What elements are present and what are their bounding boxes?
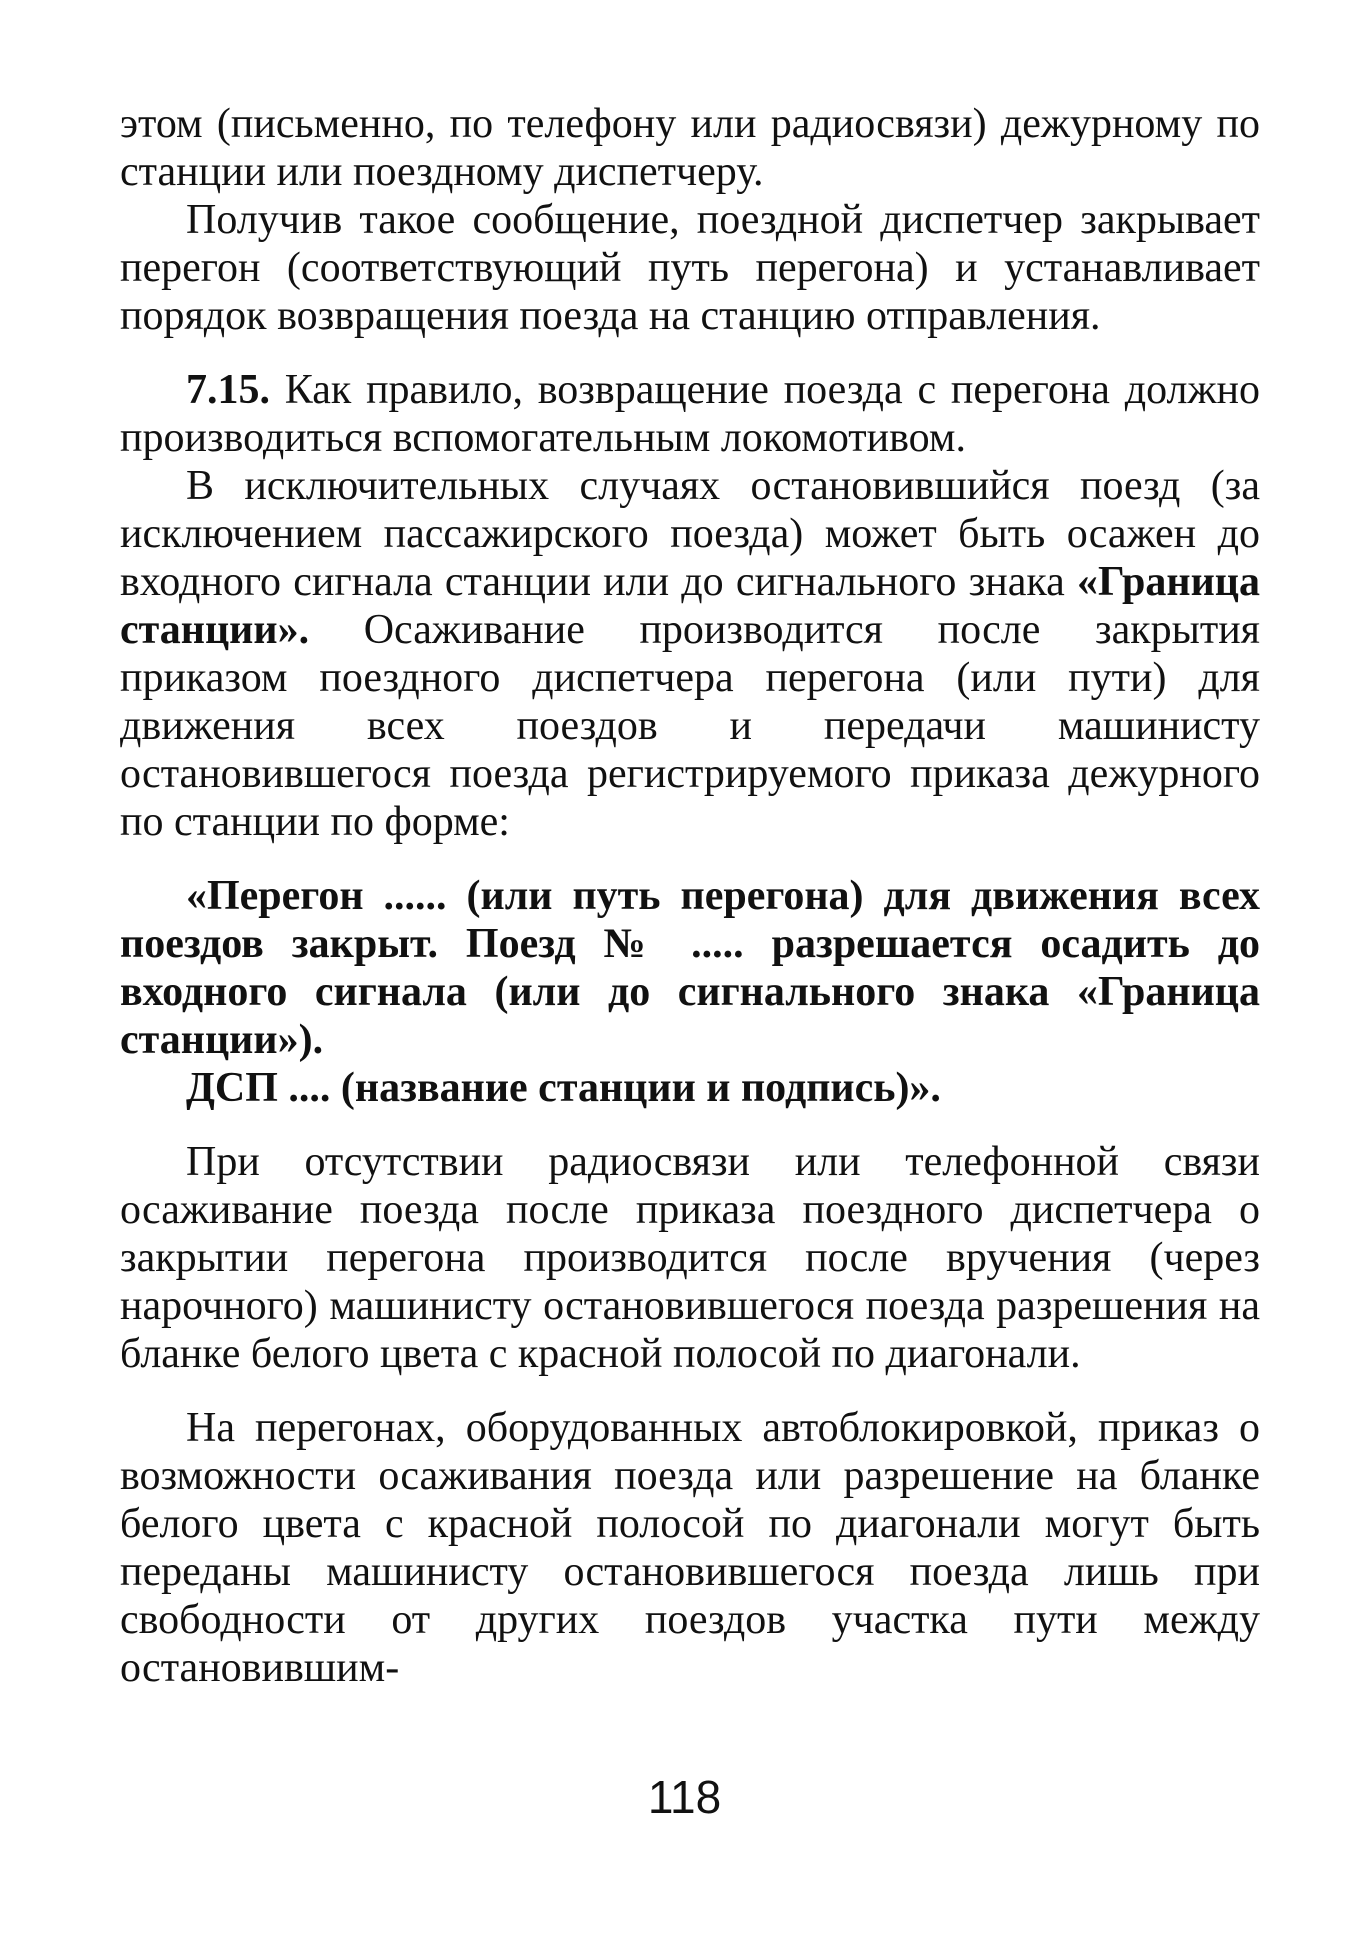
paragraph-exceptional-cases: [120, 462, 1260, 846]
paragraph-no-radio: При отсутствии радиосвязи или телефонной связи осаживание поезда после приказа поездного диспетчера о закрытии перегона производится после вручения (через нарочного) машинисту остановившегося поезда разрешения на бланке белого цвета с красной полосой по диагонали.: [120, 1139, 1260, 1377]
document-page: [120, 100, 1260, 1692]
paragraph-exceptional-start: В исключительных случаях остановившийся поезд (за исключением пассажирского поезда) может быть осажен до входного сигнала станции или до сигнального знака: [120, 463, 1260, 605]
paragraph-continuation: этом (письменно, по телефону или радиосвязи) дежурному по станции или поездному диспетчеру.: [120, 101, 1260, 195]
section-7-15: [120, 366, 1260, 462]
station-border-sign: «Граница станции».: [120, 559, 1260, 653]
page-number: 118: [647, 1771, 722, 1823]
order-signature: ДСП .... (название станции и подпись)».: [186, 1065, 941, 1111]
order-form-text: «Перегон ...... (или путь перегона) для движения всех поездов закрыт. Поезд № ..... разрешается осадить до входного сигнала (или до сигнального знака «Граница станции»).: [120, 873, 1260, 1063]
paragraph-exceptional-end: Осаживание производится после закрытия приказом поездного диспетчера перегона (или пути) для движения всех поездов и передачи машинисту остановившегося поезда регистрируемого приказа дежурного по станции по форме:: [120, 607, 1260, 845]
section-number: 7.15.: [186, 367, 270, 413]
paragraph-dispatcher: Получив такое сообщение, поездной диспетчер закрывает перегон (соответствующий путь перегона) и устанавливает порядок возвращения поезда на станцию отправления.: [120, 197, 1260, 339]
section-text: Как правило, возвращение поезда с перегона должно производиться вспомогательным локомотивом.: [120, 367, 1260, 461]
paragraph-autoblock: На перегонах, оборудованных автоблокировкой, приказ о возможности осаживания поезда или разрешение на бланке белого цвета с красной полосой по диагонали могут быть переданы машинисту остановившегося поезда лишь при свободности от других поездов участка пути между остановившим-: [120, 1405, 1260, 1691]
